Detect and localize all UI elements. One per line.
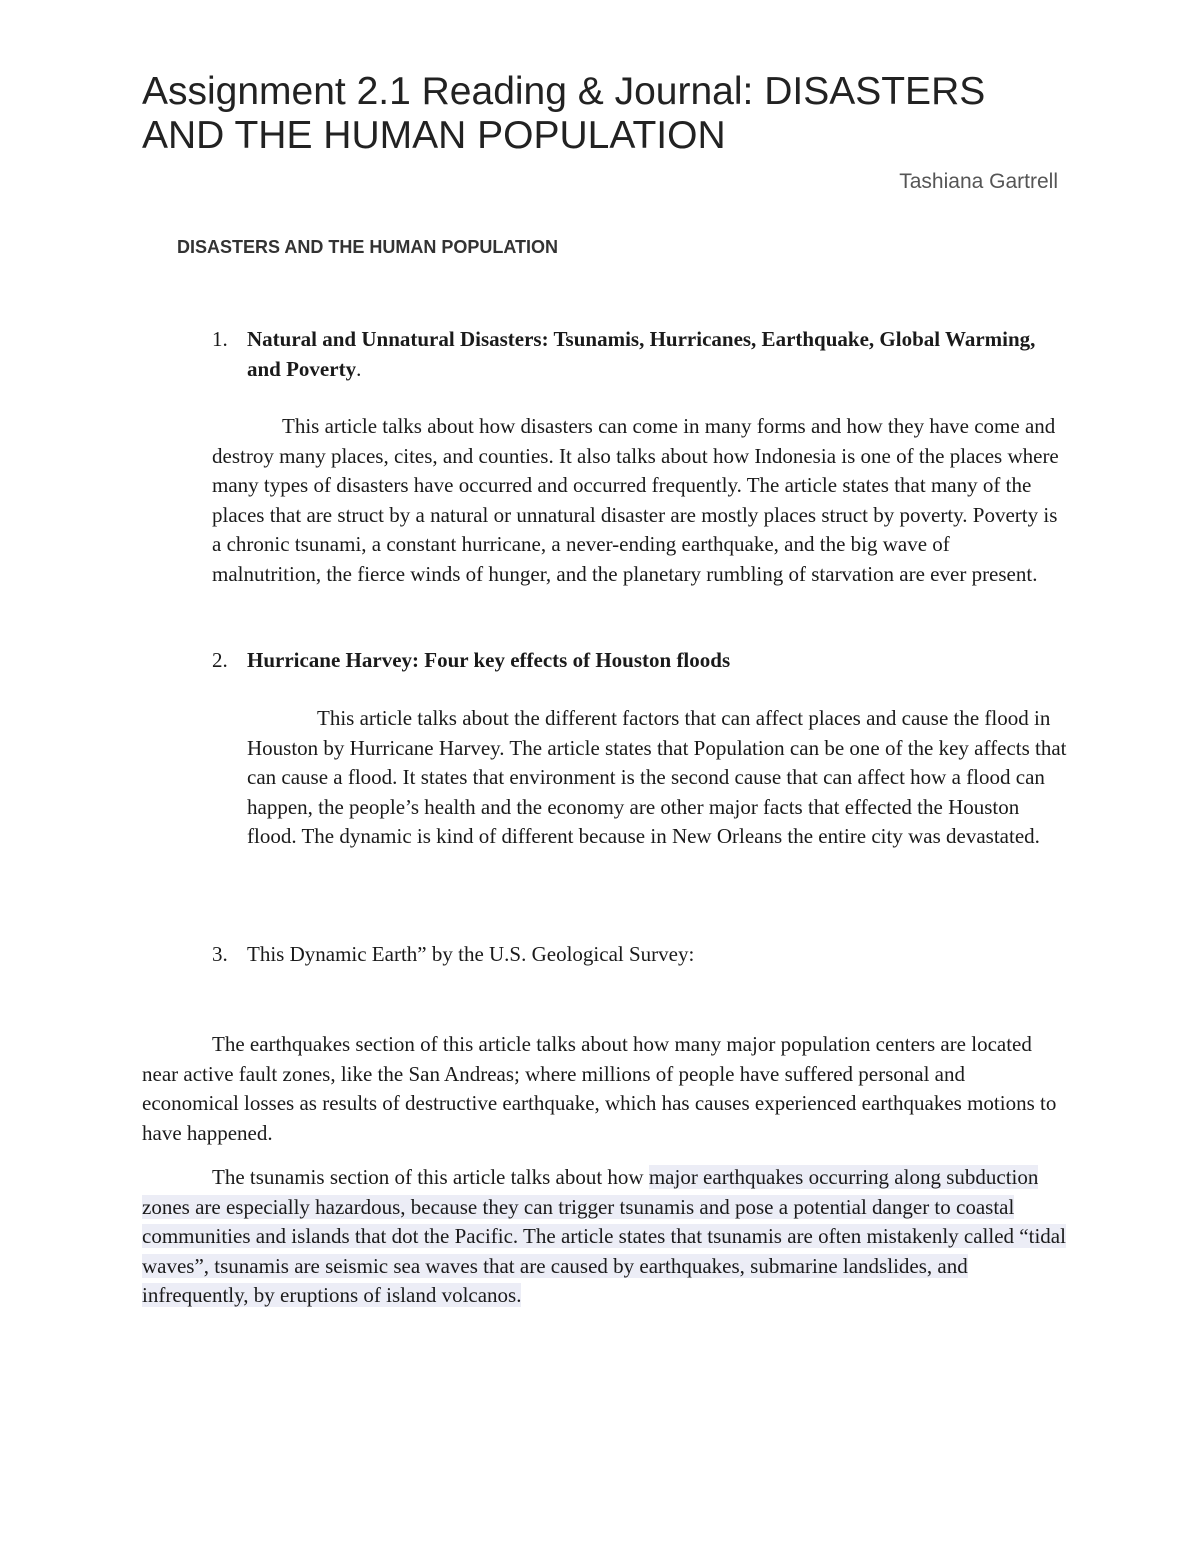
list-number: 2. (212, 648, 228, 672)
list-number: 3. (212, 942, 228, 966)
article-title: This Dynamic Earth” by the U.S. Geological Survey: (247, 942, 695, 966)
article-title: Natural and Unnatural Disasters: Tsunamis, Hurricanes, Earthquake, Global Warming, and Poverty (247, 327, 1036, 381)
section-subtitle: DISASTERS AND THE HUMAN POPULATION (177, 237, 559, 257)
tsunamis-paragraph (142, 1163, 1067, 1311)
summary-paragraph: This article talks about how disasters can come in many forms and how they have come and destroy many places, cites, and counties. It also talks about how Indonesia is one of the places where many types of disasters have occurred and occurred frequently. The article states that many of the places that are struct by a natural or unnatural disaster are mostly places struct by poverty. Poverty is a chronic tsunami, a constant hurricane, a never-ending earthquake, and the big wave of malnutrition, the fierce winds of hunger, and the planetary rumbling of starvation are ever present. (212, 414, 1059, 586)
list-item-3-heading (212, 940, 1072, 970)
document-title: Assignment 2.1 Reading & Journal: DISASTERS AND THE HUMAN POPULATION (142, 70, 986, 157)
paragraph-lead: The tsunamis section of this article talks about how (212, 1165, 649, 1189)
list-item-1-heading (212, 325, 1042, 384)
summary-paragraph: This article talks about the different factors that can affect places and cause the flood in Houston by Hurricane Harvey. The article states that Population can be one of the key affects that can cause a flood. It states that environment is the second cause that can affect how a flood can happen, the people’s health and the economy are other major facts that effected the Houston flood. The dynamic is kind of different because in New Orleans the entire city was devastated. (247, 706, 1067, 848)
author-name: Tashiana Gartrell (899, 170, 1058, 193)
highlighted-text: major earthquakes occurring along subduction zones are especially hazardous, because they can trigger tsunamis and pose a potential danger to coastal communities and islands that dot the Pacific. The article states that tsunamis are often mistakenly called “tidal waves”, tsunamis are seismic sea waves that are caused by earthquakes, submarine landslides, and infrequently, by eruptions of island volcanos. (142, 1165, 1066, 1307)
article-title: Hurricane Harvey: Four key effects of Houston floods (247, 648, 731, 672)
earthquakes-paragraph: The earthquakes section of this article talks about how many major population centers are located near active fault zones, like the San Andreas; where millions of people have suffered personal and economical losses as results of destructive earthquake, which has causes experienced earthquakes motions to have happened. (142, 1032, 1057, 1145)
list-item-2-heading (212, 646, 1072, 676)
title-period: . (356, 356, 362, 381)
list-number: 1. (212, 327, 228, 351)
